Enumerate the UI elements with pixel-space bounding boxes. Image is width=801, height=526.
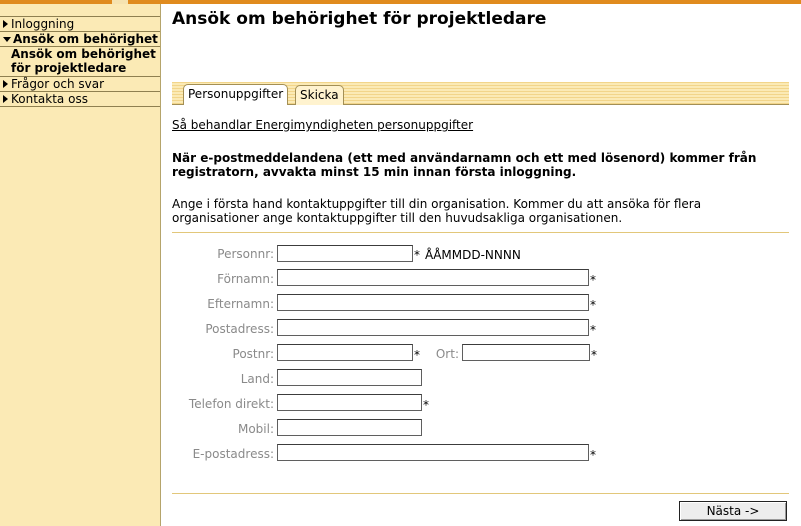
ort-input[interactable] <box>462 344 590 361</box>
required-mark: * <box>414 348 420 362</box>
tab-skicka[interactable]: Skicka <box>295 85 344 105</box>
mobil-label: Mobil: <box>237 422 274 436</box>
required-mark: * <box>590 323 596 337</box>
required-mark: * <box>590 448 596 462</box>
personnr-format-hint: ÅÅMMDD-NNNN <box>425 248 521 262</box>
epost-label: E-postadress: <box>192 447 274 461</box>
sidebar-item-label: Kontakta oss <box>11 92 88 106</box>
sidebar-subitem-projektledare[interactable] <box>0 47 160 77</box>
land-label: Land: <box>240 372 274 386</box>
form-intro <box>172 118 789 233</box>
next-button[interactable]: Nästa -> <box>679 501 787 521</box>
required-mark: * <box>414 248 420 262</box>
personnr-input[interactable] <box>277 245 413 262</box>
sidebar-item-fragor-och-svar[interactable] <box>0 77 160 92</box>
divider <box>172 232 789 233</box>
sidebar-subitem-label: Ansök om behörighet för projektledare <box>11 47 156 75</box>
postnr-input[interactable] <box>277 344 413 361</box>
epost-input[interactable] <box>277 444 589 461</box>
required-mark: * <box>590 273 596 287</box>
efternamn-label: Efternamn: <box>207 297 274 311</box>
sidebar-item-ansok-om-behorighet[interactable] <box>0 32 160 47</box>
telefon-label: Telefon direkt: <box>188 397 274 411</box>
page-title: Ansök om behörighet för projektledare <box>172 9 547 29</box>
contact-info-text: Ange i första hand kontaktuppgifter till din organisation. Kommer du att ansöka för flera organisationer ange kontaktuppgifter till den huvudsakliga organisationen. <box>172 197 702 225</box>
efternamn-input[interactable] <box>277 294 589 311</box>
required-mark: * <box>591 348 597 362</box>
ort-label: Ort: <box>435 347 459 361</box>
sidebar-item-inloggning[interactable] <box>0 16 160 32</box>
main-content <box>172 4 789 518</box>
required-mark: * <box>423 398 429 412</box>
triangle-right-icon <box>3 80 8 88</box>
triangle-right-icon <box>3 20 8 28</box>
fornamn-input[interactable] <box>277 269 589 286</box>
sidebar-item-label: Inloggning <box>11 17 75 31</box>
sidebar-item-label: Ansök om behörighet <box>13 32 158 46</box>
tab-personuppgifter[interactable]: Personuppgifter <box>183 84 288 105</box>
tab-strip <box>172 82 789 105</box>
privacy-link[interactable]: Så behandlar Energimyndigheten personuppgifter <box>172 118 474 132</box>
postnr-label: Postnr: <box>232 347 274 361</box>
triangle-down-icon <box>3 37 11 42</box>
land-input[interactable] <box>277 369 422 386</box>
personnr-label: Personnr: <box>217 247 274 261</box>
telefon-input[interactable] <box>277 394 422 411</box>
sidebar-item-label: Frågor och svar <box>11 77 105 91</box>
fornamn-label: Förnamn: <box>217 272 274 286</box>
postadress-label: Postadress: <box>205 322 274 336</box>
registrator-notice: När e-postmeddelandena (ett med användarnamn och ett med lösenord) kommer från registratorn, avvakta minst 15 min innan första inloggning. <box>172 151 757 179</box>
required-mark: * <box>590 298 596 312</box>
divider <box>172 493 789 494</box>
triangle-right-icon <box>3 95 8 103</box>
mobil-input[interactable] <box>277 419 422 436</box>
sidebar <box>0 4 161 526</box>
sidebar-item-kontakta-oss[interactable] <box>0 92 160 107</box>
postadress-input[interactable] <box>277 319 589 336</box>
